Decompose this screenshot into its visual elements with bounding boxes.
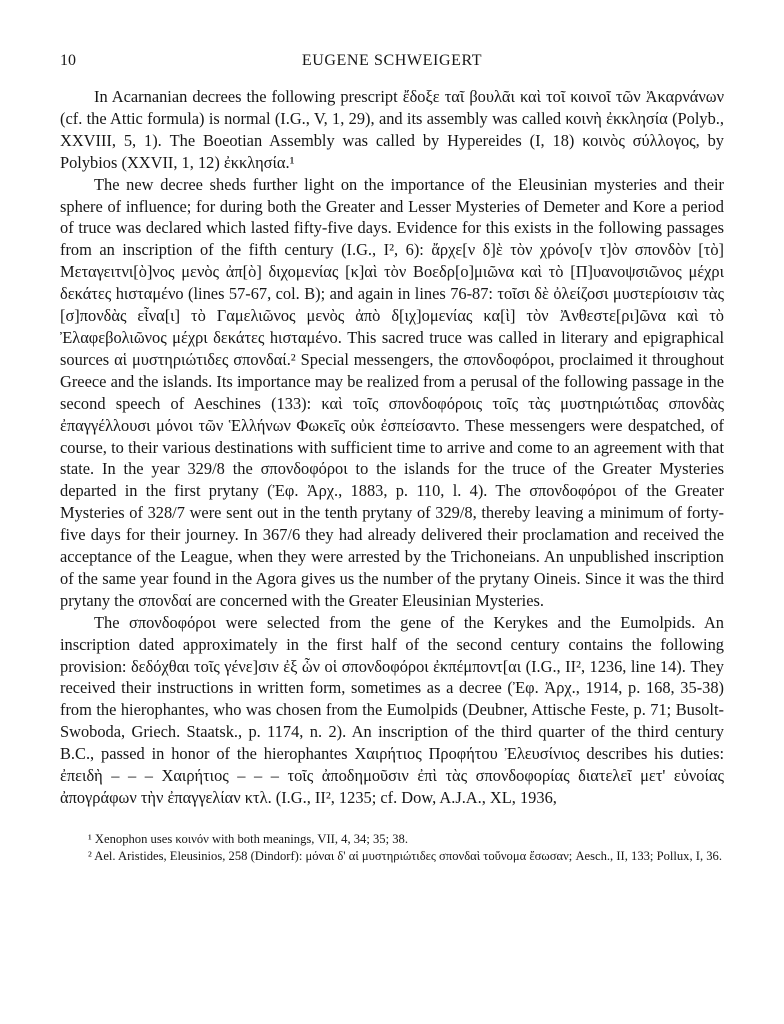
- page-header: [60, 52, 724, 76]
- page-number: 10: [60, 52, 76, 69]
- paragraph: The new decree sheds further light on the importance of the Eleusinian mysteries and their sphere of influence; for during both the Greater and Lesser Mysteries of Demeter and Kore a period of truce was declared which lasted fifty-five days. Evidence for this exists in the following passages from an inscription of the fifth century (I.G., I², 6): ἄρχε[ν δ]ὲ τὸν χρόνο[ν τ]ὸν σπονδὸν [τὸ] Μεταγειτνι[ὸ]νος μενὸς ἀπ[ὸ] διχομενίας [κ]αὶ τὸν Βοεδρ[ο]μιῶνα καὶ τὸ [Π]υανοψσιῶνος μέχρι δεκάτες hισταμένο (lines 57-67, col. B); and again in lines 76-87: τοῖσι δὲ ὀλείζοσι μυστερίοισιν τὰς [σ]πονδὰς εἶνα[ι] τὸ Γαμελιῶνος μενὸς ἀπὸ δ[ιχ]ομενίας κα[ὶ] τὸν Ἀνθεστε[ρι]ῶνα καὶ τὸ Ἐλαφεβολιῶνος μέχρι δεκάτες hισταμένο. This sacred truce was called in literary and epigraphical sources αἱ μυστηριώτιδες σπονδαί.² Special messengers, the σπονδοφόροι, proclaimed it throughout Greece and the islands. Its importance may be realized from a perusal of the following passage in the second speech of Aeschines (133): καὶ τοῖς σπονδοφόροις τοῖς τὰς μυστηριώτιδας σπονδὰς ἐπαγγέλλουσι μόνοι τῶν Ἑλλήνων Φωκεῖς οὐκ ἐσπείσαντο. These messengers were despatched, of course, to their various destinations with sufficient time to arrive and come to an agreement with that state. In the year 329/8 the σπονδοφόροι to the islands for the truce of the Greater Mysteries departed in the first prytany (Ἐφ. Ἀρχ., 1883, p. 110, l. 4). The σπονδοφόροι of the Greater Mysteries of 328/7 were sent out in the tenth prytany of 329/8, thereby leaving a minimum of forty-five days for their journey. In 367/6 they had already delivered their proclamation and received the acceptance of the League, when they were arrested by the Trichoneians. An unpublished inscription of the same year found in the Agora gives us the number of the prytany Oineis. Since it was the third prytany the σπονδαί are concerned with the Greater Eleusinian Mysteries.: [60, 174, 724, 610]
- body-text: [60, 86, 724, 809]
- paragraph: In Acarnanian decrees the following prescript ἔδοξε ταῖ βουλᾶι καὶ τοῖ κοινοῖ τῶν Ἀκαρνάνων (cf. the Attic formula) is normal (I.G., V, 1, 29), and its assembly was called κοινὴ ἐκκλησία (Polyb., XXVIII, 5, 1). The Boeotian Assembly was called by Hypereides (I, 18) κοινὸς σύλλογος, by Polybios (XXVII, 1, 12) ἐκκλησία.¹: [60, 87, 724, 172]
- footnotes: [60, 831, 724, 865]
- running-head: EUGENE SCHWEIGERT: [301, 52, 483, 69]
- footnote: ² Ael. Aristides, Eleusinios, 258 (Dindorf): μόναι δ' αἱ μυστηριώτιδες σπονδαὶ τοὔνομα ἔσωσαν; Aesch., II, 133; Pollux, I, 36.: [88, 848, 723, 863]
- footnote: ¹ Xenophon uses κοινόν with both meanings, VII, 4, 34; 35; 38.: [88, 831, 408, 846]
- paragraph: The σπονδοφόροι were selected from the gene of the Kerykes and the Eumolpids. An inscription dated approximately in the first half of the second century contains the following provision: δεδόχθαι τοῖς γένε]σιν ἐξ ὧν οἱ σπονδοφόροι ἐκπέμποντ[αι (I.G., II², 1236, line 14). They received their instructions in written form, sometimes as a decree (Ἐφ. Ἀρχ., 1914, p. 168, 35-38) from the hierophantes, who was chosen from the Eumolpids (Deubner, Attische Feste, p. 71; Busolt-Swoboda, Griech. Staatsk., p. 1174, n. 2). An inscription of the third quarter of the third century B.C., passed in honor of the hierophantes Χαιρήτιος Προφήτου Ἐλευσίνιος describes his duties: ἐπειδὴ – – – Χαιρήτιος – – – τοῖς ἀποδημοῦσιν ἐπὶ τὰς σπονδοφορίας διατελεῖ μετ' εὐνοίας ἀπογράφων τὴν ἐπαγγελίαν κτλ. (I.G., II², 1235; cf. Dow, A.J.A., XL, 1936,: [60, 612, 724, 807]
- page: [60, 52, 724, 865]
